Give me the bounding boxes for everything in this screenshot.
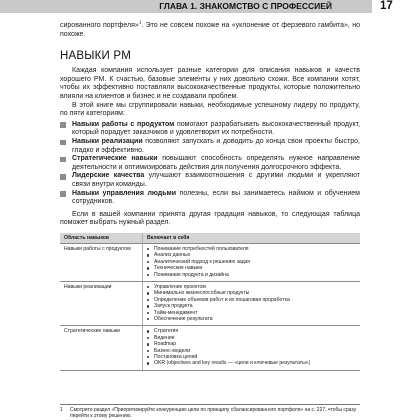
list-item: Навыки работы с продуктом помогают разрабатывать высококачественный продукт, который порадует заказчиков и удовлетворит их потребности. xyxy=(60,121,360,138)
chapter-title: ГЛАВА 1. ЗНАКОМСТВО С ПРОФЕССИЕЙ xyxy=(159,1,332,11)
list-item xyxy=(147,272,356,278)
bullet-dot-icon xyxy=(147,292,149,294)
skill-item-text: Roadmap xyxy=(154,341,177,348)
footnote-mark: 1 xyxy=(60,407,63,413)
footnote xyxy=(60,404,360,419)
bullet-dot-icon xyxy=(147,356,149,358)
skill-item-text: Управление проектом xyxy=(154,283,206,290)
bullet-dot-icon xyxy=(147,312,149,314)
list-item: Навыки управления людьми полезны, если вы занимаетесь наймом и обучением сотрудников. xyxy=(60,190,360,207)
skill-categories-list xyxy=(60,121,360,207)
table-row xyxy=(60,326,360,370)
page-content xyxy=(60,19,360,371)
skill-item-text: Определение объемов работ и их пошаговая проработка xyxy=(154,296,290,303)
skill-item-text: Технические навыки xyxy=(154,265,203,272)
table-intro: Если в вашей компании принята другая градация навыков, то следующая таблица поможет выбрать нужный раздел. xyxy=(60,210,360,227)
square-bullet-icon xyxy=(60,174,66,180)
bullet-dot-icon xyxy=(147,274,149,276)
table-row xyxy=(60,281,360,325)
skill-items-list xyxy=(147,328,356,366)
skill-area-cell: Навыки работы с продуктом xyxy=(60,243,143,281)
list-item: Навыки реализации позволяют запускать и доводить до конца свои проекты быстро, гладко и эффективно. xyxy=(60,138,360,155)
skill-area-cell: Навыки реализации xyxy=(60,281,143,325)
skill-item-text: Видение xyxy=(154,334,175,341)
section-paragraph: Каждая компания использует разные категории для описания навыков и качеств хорошего PM. К счастью, базовые элементы у них довольно схожи. Все компании хотят, чтобы их эффективно поставляли высококачественные продукты, которые положительно влияли на клиентов и бизнес и не создавали проблем. xyxy=(60,67,360,100)
skill-item-text: Постановка целей xyxy=(154,353,198,360)
column-header-area: Область навыков xyxy=(60,233,143,244)
bullet-dot-icon xyxy=(147,286,149,288)
bullet-dot-icon xyxy=(147,343,149,345)
table-header-row xyxy=(60,233,360,244)
bullet-dot-icon xyxy=(147,330,149,332)
skill-item-text: Бизнес-модели xyxy=(154,347,191,354)
bullet-dot-icon xyxy=(147,299,149,301)
bullet-dot-icon xyxy=(147,362,149,364)
skill-items-cell xyxy=(143,326,361,370)
skill-item-text: Тайм-менеджмент xyxy=(154,309,198,316)
bullet-dot-icon xyxy=(147,248,149,250)
page-number: 17 xyxy=(380,0,393,12)
section-heading: НАВЫКИ PM xyxy=(60,50,132,63)
skill-item-text: OKR (objectives and key results — «цели и ключевые результаты») xyxy=(154,360,311,367)
square-bullet-icon xyxy=(60,191,66,197)
square-bullet-icon xyxy=(60,122,66,128)
bullet-dot-icon xyxy=(147,350,149,352)
bullet-dot-icon xyxy=(147,254,149,256)
list-item: Стратегические навыки повышают способность определять нужное направление деятельности и оптимизировать действия для получения долгосрочного эффекта. xyxy=(60,155,360,172)
intro-paragraph: сированного портфеля»$^1$. Это не совсем похоже на «уклонение от ферзевого гамбита», но похоже. xyxy=(60,19,360,38)
footnote-reference: 1 xyxy=(138,19,142,25)
footnote-text: Смотрите раздел «Приоритизируйте конкуренцию цели по принципу сбалансированного портфеля» на с. 227, чтобы сразу перейти к этому решению. xyxy=(70,407,357,419)
skill-item-text: Обеспечение результата xyxy=(154,315,213,322)
skill-item-text: Запуск продукта xyxy=(154,303,193,310)
skill-items-cell xyxy=(143,243,361,281)
bullet-dot-icon xyxy=(147,318,149,320)
skill-item-text: Анализ данных xyxy=(154,252,191,259)
skill-item-text: Понимание продукта и дизайна xyxy=(154,271,229,278)
square-bullet-icon xyxy=(60,140,66,146)
skill-item-text: Минимально жизнеспособные продукты xyxy=(154,290,250,297)
skill-items-list xyxy=(147,284,356,322)
list-item xyxy=(147,316,356,322)
column-header-includes: Включает в себя xyxy=(143,233,361,244)
skill-item-text: Аналитический подход к решению задач xyxy=(154,258,251,265)
categories-lead: В этой книге мы сгруппировали навыки, необходимые успешному лидеру по продукту, по пяти категориям: xyxy=(60,101,360,118)
table-row xyxy=(60,243,360,281)
square-bullet-icon xyxy=(60,157,66,163)
bullet-dot-icon xyxy=(147,267,149,269)
skills-table xyxy=(60,233,360,371)
bullet-dot-icon xyxy=(147,305,149,307)
list-item xyxy=(147,360,356,366)
skill-area-cell: Стратегические навыки xyxy=(60,326,143,370)
list-item: Лидерские качества улучшают взаимоотношения с другими людьми и укрепляют связи внутри команды. xyxy=(60,172,360,189)
bullet-dot-icon xyxy=(147,261,149,263)
skill-item-text: Понимание потребностей пользователя xyxy=(154,245,249,252)
running-header xyxy=(0,0,420,13)
skill-items-list xyxy=(147,246,356,278)
skills-table-body xyxy=(60,243,360,370)
skill-item-text: Стратегия xyxy=(154,328,179,335)
skill-items-cell xyxy=(143,281,361,325)
bullet-dot-icon xyxy=(147,337,149,339)
